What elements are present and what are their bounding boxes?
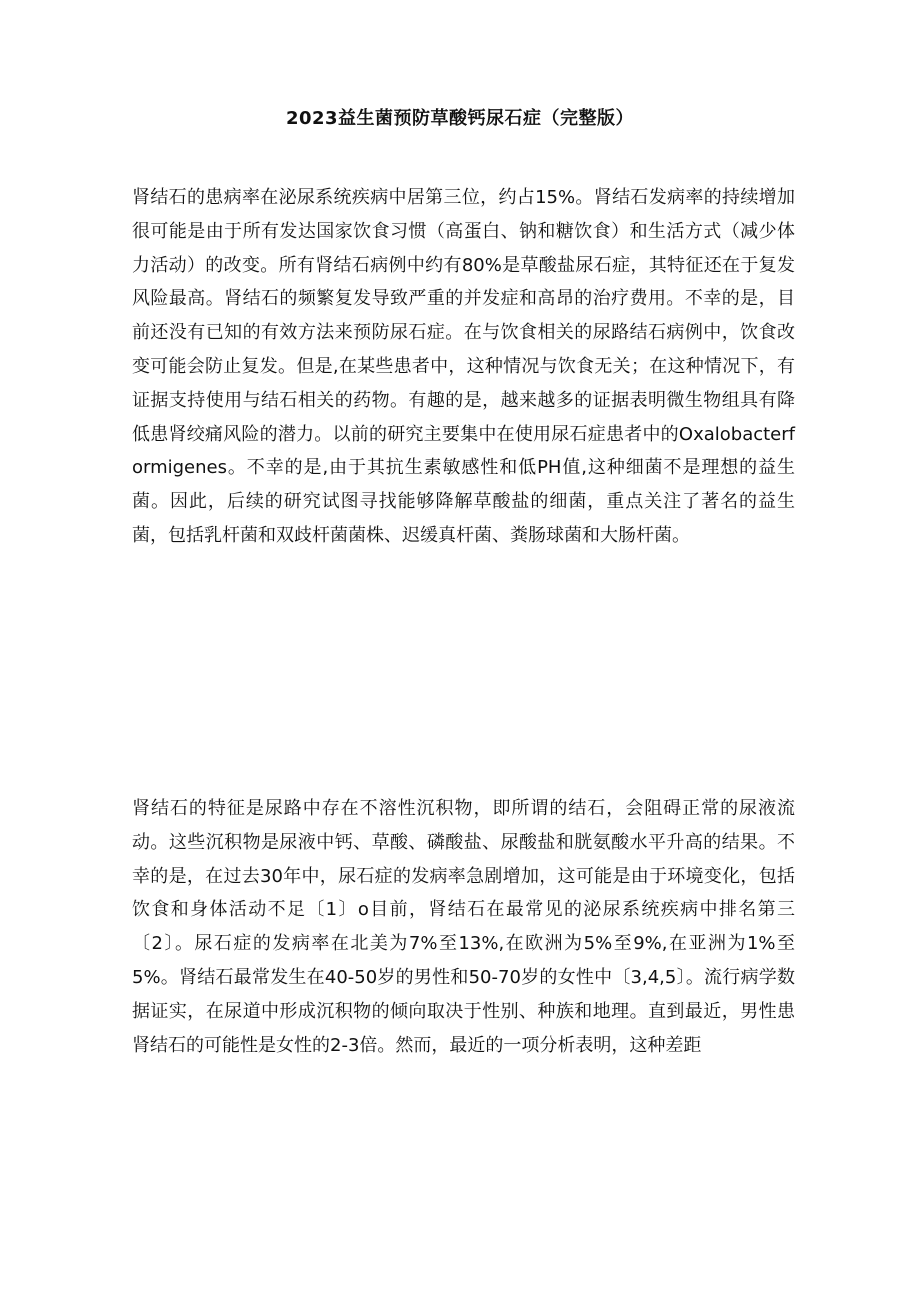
paragraph-2: 肾结石的特征是尿路中存在不溶性沉积物，即所谓的结石，会阻碍正常的尿液流动。这些沉积物是尿液中钙、草酸、磷酸盐、尿酸盐和胱氨酸水平升高的结果。不幸的是，在过去30年中，尿石症的发病率急剧增加，这可能是由于环境变化，包括饮食和身体活动不足〔1〕o目前，肾结石在最常见的泌尿系统疾病中排名第三〔2〕。尿石症的发病率在北美为7%至13%,在欧洲为5%至9%,在亚洲为1%至5%。肾结石最常发生在40-50岁的男性和50-70岁的女性中〔3,4,5〕。流行病学数据证实，在尿道中形成沉积物的倾向取决于性别、种族和地理。直到最近，男性患肾结石的可能性是女性的2-3倍。然而，最近的一项分析表明，这种差距 [132, 798, 795, 1056]
document-title: 2023益生菌预防草酸钙尿石症（完整版） [285, 108, 635, 129]
paragraph-1: 肾结石的患病率在泌尿系统疾病中居第三位，约占15%。肾结石发病率的持续增加很可能是由于所有发达国家饮食习惯（高蛋白、钠和糖饮食）和生活方式（减少体力活动）的改变。所有肾结石病例中约有80%是草酸盐尿石症，其特征还在于复发风险最高。肾结石的频繁复发导致严重的并发症和高昂的治疗费用。不幸的是，目前还没有已知的有效方法来预防尿石症。在与饮食相关的尿路结石病例中，饮食改变可能会防止复发。但是,在某些患者中，这种情况与饮食无关；在这种情况下，有证据支持使用与结石相关的药物。有趣的是，越来越多的证据表明微生物组具有降低患肾绞痛风险的潜力。以前的研究主要集中在使用尿石症患者中的Oxalobacterformigenes。不幸的是,由于其抗生素敏感性和低PH值,这种细菌不是理想的益生菌。因此，后续的研究试图寻找能够降解草酸盐的细菌，重点关注了著名的益生菌，包括乳杆菌和双歧杆菌菌株、迟缓真杆菌、粪肠球菌和大肠杆菌。 [132, 187, 795, 546]
